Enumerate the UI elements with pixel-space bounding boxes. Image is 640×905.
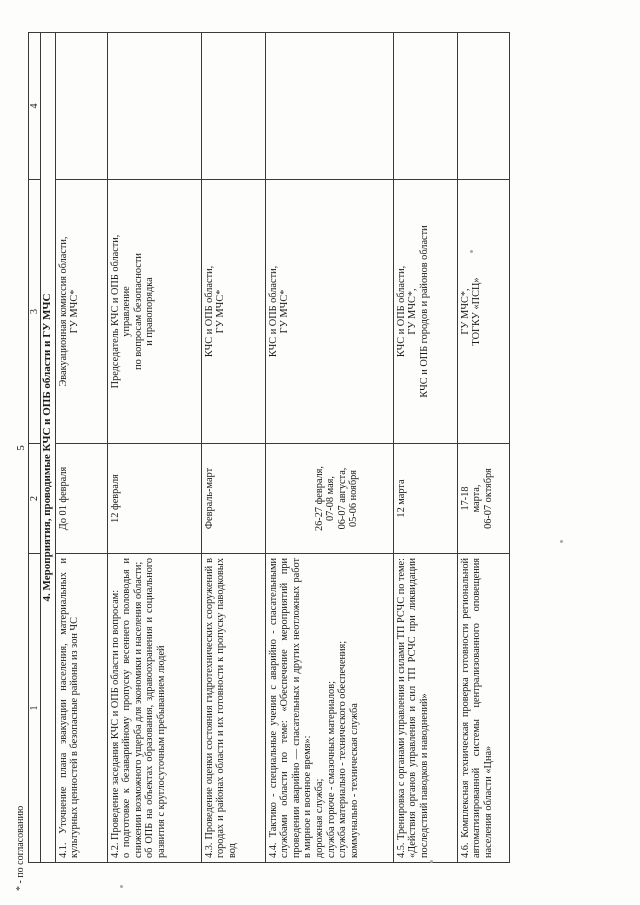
page-number: 5: [15, 445, 27, 451]
activity-cell: [107, 554, 201, 863]
responsible-text: КЧС и ОПБ области,: [395, 265, 407, 358]
activity-cell: [393, 554, 457, 863]
responsible-text: Эвакуационная комиссия области,: [57, 236, 69, 387]
responsible-text: по вопросам безопасности: [132, 253, 144, 370]
term-cell: [201, 444, 265, 554]
scan-speck: [470, 250, 473, 253]
table-row: [201, 33, 265, 863]
responsible-text: КЧС и ОПБ области,: [267, 265, 279, 358]
table-row: [393, 33, 457, 863]
responsible-text: ГУ МЧС*,: [459, 288, 471, 335]
notes-cell: [393, 33, 457, 180]
responsible-text: КЧС и ОПБ области,: [203, 265, 215, 358]
responsible-cell: [393, 180, 457, 444]
notes-cell: [201, 33, 265, 180]
activity-text: 4.6. Комплексная техническая проверка готовности региональной автоматизированной системы централизованного оповещения населения области «Цна»: [459, 558, 494, 858]
term-text: 06-07 августа,: [336, 467, 348, 530]
table-row: [107, 33, 201, 863]
term-cell: [393, 444, 457, 554]
column-number: 1: [29, 554, 41, 863]
column-number: 4: [29, 33, 41, 180]
footnote: * - по согласованию: [15, 805, 26, 891]
responsible-cell: [107, 180, 201, 444]
activity-cell: [457, 554, 509, 863]
responsible-text: ГУ МЧС*: [215, 289, 227, 334]
term-text: марта,: [471, 484, 483, 513]
activity-text: об ОПБ на объектах образования, здравоохранения и социального развития с круглосуточным пребыванием людей: [144, 558, 167, 858]
term-cell: [265, 444, 393, 554]
responsible-text: ТОГКУ «ПСЦ»: [471, 277, 483, 346]
notes-cell: [107, 33, 201, 180]
responsible-text: управление: [121, 286, 133, 337]
activity-text: служба горюче - смазочных материалов;: [325, 681, 337, 858]
term-text: 12 февраля: [109, 474, 121, 523]
responsible-text: КЧС и ОПБ городов и районов области: [418, 225, 430, 398]
responsible-cell: [457, 180, 509, 444]
notes-cell: [265, 33, 393, 180]
activity-text: 4.1. Уточнение плана эвакуации населения, материальных и культурных ценностей в безопасные районы из зон ЧС: [57, 558, 81, 858]
responsible-text: Председатель КЧС и ОПБ области,: [109, 234, 121, 389]
scan-speck: [430, 860, 433, 863]
rotated-table-block: [15, 33, 613, 863]
term-text: 12 марта: [395, 479, 407, 518]
table-row: [55, 33, 107, 863]
term-text: 06-07 октября: [482, 468, 494, 529]
term-text: 05-06 ноября: [348, 470, 360, 527]
term-text: 17-18: [459, 486, 471, 511]
term-cell: [107, 444, 201, 554]
activities-table: [28, 32, 510, 863]
activity-text: дорожная служба;: [313, 778, 325, 858]
activity-cell: [55, 554, 107, 863]
responsible-cell: [265, 180, 393, 444]
responsible-text: ГУ МЧС*: [69, 289, 81, 334]
table-row: [265, 33, 393, 863]
responsible-text: ГУ МЧС*,: [407, 288, 419, 335]
activity-text: о подготовке к безаварийному пропуску весеннего половодья и снижении возможного ущерба для экономики и населения области;: [121, 558, 144, 858]
term-text: 26-27 февраля,: [313, 466, 325, 531]
responsible-cell: [201, 180, 265, 444]
term-text: До 01 февраля: [57, 466, 69, 531]
activity-text: служба материально - технического обеспечения;: [337, 640, 349, 858]
term-text: 07-08 мая,: [325, 476, 337, 521]
responsible-cell: [55, 180, 107, 444]
notes-cell: [55, 33, 107, 180]
term-cell: [457, 444, 509, 554]
footnote-block: [15, 631, 35, 891]
activity-text: 4.3. Проведение оценки состояния гидротехнических сооружений в городах и районах области и их готовности к пропуску паводковых вод: [203, 558, 238, 858]
activity-cell: [201, 554, 265, 863]
column-number: 3: [29, 180, 41, 444]
activity-cell: [265, 554, 393, 863]
section-row: [41, 33, 56, 863]
column-number: 2: [29, 444, 41, 554]
activity-text: коммунально - техническая служба: [348, 703, 360, 858]
responsible-text: ГУ МЧС*: [279, 289, 291, 334]
scan-speck: [560, 540, 563, 543]
term-cell: [55, 444, 107, 554]
activity-text: 4.2. Проведение заседания КЧС и ОПБ области по вопросам:: [109, 589, 121, 858]
activity-text: 4.4. Тактико - специальные учения с аварийно - спасательными службами области по теме: «Обеспечение мероприятий при проведении аварийно — спасательных и других неотложных работ в мирное и военное время»:: [267, 558, 314, 858]
scan-speck: [120, 885, 123, 888]
responsible-text: и правопорядка: [144, 277, 156, 346]
term-text: Февраль-март: [203, 467, 215, 530]
section-title: 4. Мероприятия, проводимые КЧС и ОПБ области и ГУ МЧС: [41, 33, 56, 863]
notes-cell: [457, 33, 509, 180]
activity-text: 4.5. Тренировка с органами управления и силами ТП РСЧС по теме: «Действия органов управления и сил ТП РСЧС при ликвидации последствий паводков и наводнений»: [395, 558, 430, 858]
table-row: [457, 33, 509, 863]
